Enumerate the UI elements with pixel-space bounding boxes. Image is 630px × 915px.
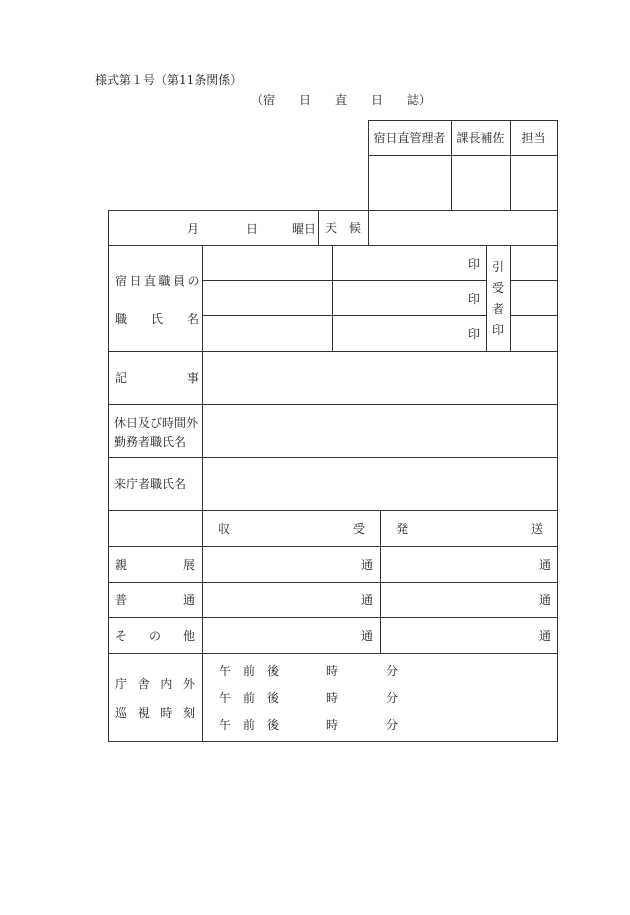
approval-header-manager: 宿日直管理者 xyxy=(373,131,446,145)
patrol-ampm-3: 午 前 後 xyxy=(219,718,280,732)
mail-received-count-confidential[interactable]: 通 xyxy=(360,557,373,572)
mail-sent-count-confidential[interactable]: 通 xyxy=(538,557,551,572)
mail-row-label-confidential: 親 展 xyxy=(115,557,195,572)
day-label: 日 xyxy=(246,222,259,236)
approval-stamp-manager[interactable] xyxy=(369,156,450,209)
visitor-label: 来庁者職氏名 xyxy=(114,477,187,491)
visitor-field[interactable] xyxy=(203,458,556,509)
staff-name-field-2[interactable] xyxy=(333,281,485,314)
receiver-seal-field-3[interactable] xyxy=(511,316,556,350)
weekday-label: 曜日 xyxy=(292,222,317,236)
holiday-label-line1: 休日及び時間外 xyxy=(114,416,199,430)
staff-name-field-1[interactable] xyxy=(333,246,485,279)
mail-row-label-ordinary: 普 通 xyxy=(115,593,195,607)
patrol-hour-1: 時 xyxy=(326,664,339,678)
approval-header-staff: 担当 xyxy=(521,131,546,145)
weather-field[interactable] xyxy=(369,211,556,244)
patrol-ampm-1: 午 前 後 xyxy=(219,664,280,678)
patrol-minute-2: 分 xyxy=(386,691,399,705)
month-label: 月 xyxy=(187,222,200,236)
patrol-ampm-2: 午 前 後 xyxy=(219,691,280,705)
approval-stamp-deputy[interactable] xyxy=(452,156,509,209)
notes-field[interactable] xyxy=(203,352,556,403)
mail-received-count-other[interactable]: 通 xyxy=(360,628,373,643)
receiver-seal-field-1[interactable] xyxy=(511,246,556,279)
patrol-minute-3: 分 xyxy=(386,718,399,732)
receiver-seal-label: 引 受 者 印 xyxy=(491,260,504,337)
holiday-label-line2: 勤務者職氏名 xyxy=(114,435,187,449)
patrol-label-line1: 庁 舎 内 外 xyxy=(115,676,195,691)
staff-title-field-1[interactable] xyxy=(203,246,331,279)
weather-label: 天 候 xyxy=(324,221,361,235)
patrol-hour-2: 時 xyxy=(326,691,339,705)
seal-mark-2: 印 xyxy=(468,292,481,306)
receiver-seal-field-2[interactable] xyxy=(511,281,556,314)
mail-sent-count-other[interactable]: 通 xyxy=(538,628,551,643)
patrol-label-line2: 巡 視 時 刻 xyxy=(115,705,195,720)
approval-stamp-staff[interactable] xyxy=(511,156,556,209)
page-title: （宿 日 直 日 誌） xyxy=(251,93,432,107)
patrol-minute-1: 分 xyxy=(386,664,399,678)
staff-name-field-3[interactable] xyxy=(333,316,485,350)
staff-title-field-3[interactable] xyxy=(203,316,331,350)
seal-mark-1: 印 xyxy=(468,257,481,271)
seal-mark-3: 印 xyxy=(468,327,481,341)
staff-title-field-2[interactable] xyxy=(203,281,331,314)
mail-send-header: 発 送 xyxy=(396,521,543,536)
mail-receive-header: 収 受 xyxy=(218,521,365,536)
approval-header-deputy: 課長補佐 xyxy=(456,131,505,145)
mail-received-count-ordinary[interactable]: 通 xyxy=(360,593,373,607)
mail-row-label-other: そ の 他 xyxy=(115,628,195,643)
staff-label-line2: 職 氏 名 xyxy=(115,312,200,326)
patrol-hour-3: 時 xyxy=(326,718,339,732)
notes-label: 記 事 xyxy=(115,371,200,385)
form-number: 様式第１号（第11条関係） xyxy=(95,73,243,87)
mail-sent-count-ordinary[interactable]: 通 xyxy=(538,593,551,607)
holiday-workers-field[interactable] xyxy=(203,405,556,456)
staff-label-line1: 宿日直職員の xyxy=(115,274,203,288)
